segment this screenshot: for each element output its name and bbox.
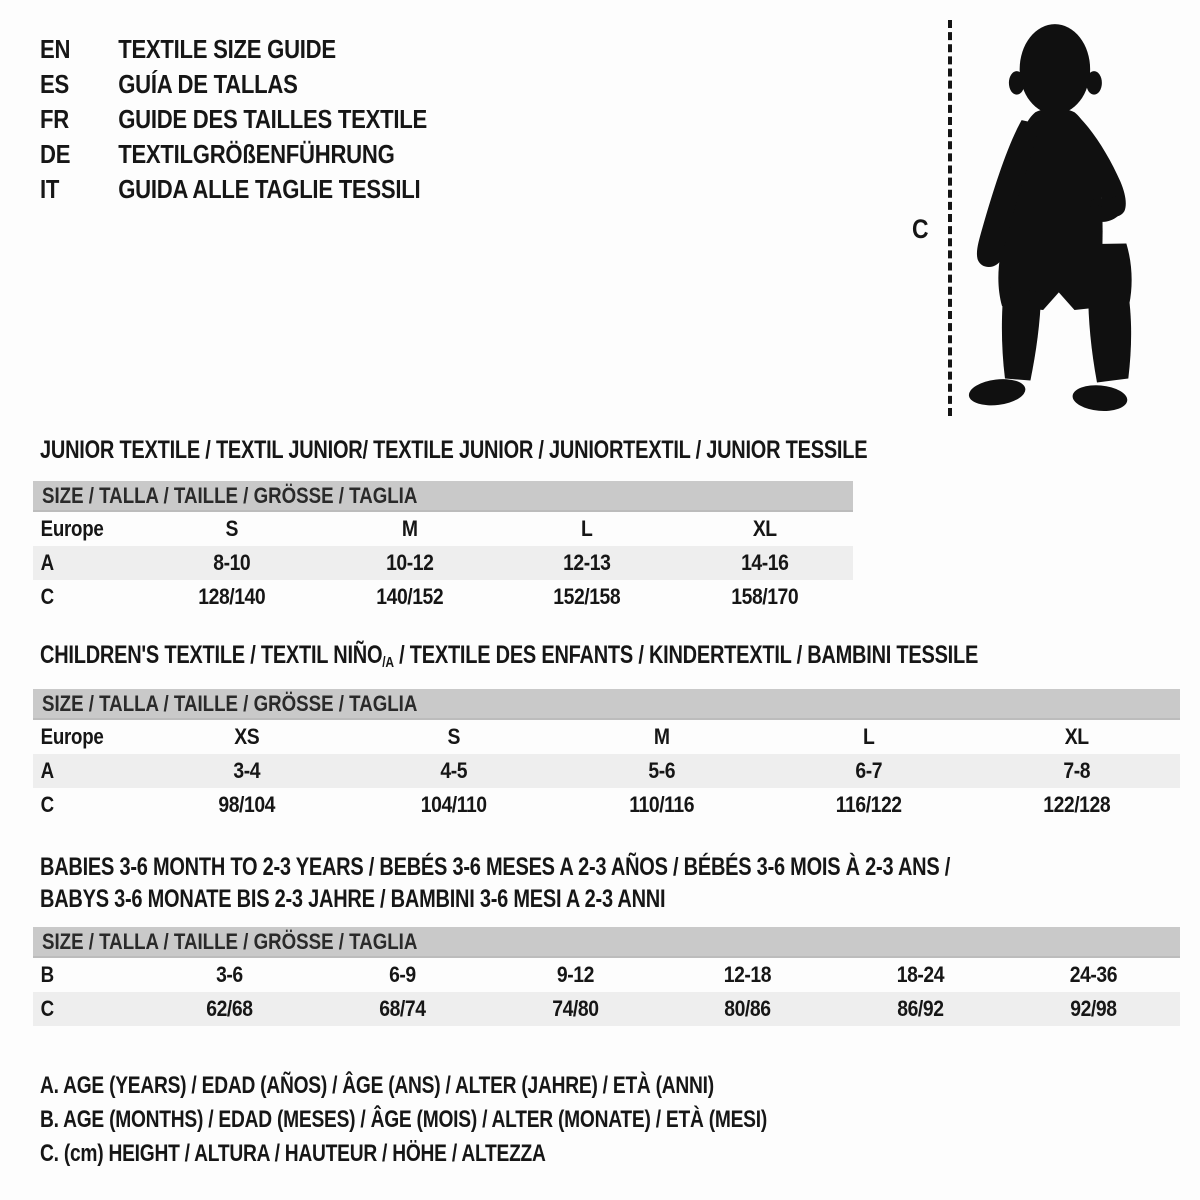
months-cell: 18-24 xyxy=(897,962,945,987)
months-cell: 3-6 xyxy=(216,962,243,987)
size-header-label: SIZE / TALLA / TAILLE / GRÖSSE / TAGLIA xyxy=(42,928,418,954)
age-cell: 3-4 xyxy=(233,758,261,783)
height-cell: 140/152 xyxy=(375,584,443,609)
row-label: C xyxy=(40,584,54,609)
size-cell: XL xyxy=(1064,724,1089,749)
months-cell: 9-12 xyxy=(556,962,594,987)
toddler-silhouette-icon xyxy=(957,18,1143,418)
table-row-height xyxy=(33,992,1180,1026)
months-cell: 24-36 xyxy=(1069,962,1118,987)
age-cell: 12-13 xyxy=(563,550,611,575)
legend-line-b: B. AGE (MONTHS) / EDAD (MESES) / ÂGE (MOIS) / ALTER (MONATE) / ETÀ (MESI) xyxy=(40,1106,767,1133)
language-title: TEXTILE SIZE GUIDE xyxy=(118,34,336,64)
size-cell: XS xyxy=(234,724,260,749)
height-cell: 110/116 xyxy=(629,792,694,817)
babies-section-title-line2: BABYS 3-6 MONATE BIS 2-3 JAHRE / BAMBINI 3-6 MESI A 2-3 ANNI xyxy=(40,885,666,913)
table-row-age xyxy=(33,754,1180,788)
table-row-months xyxy=(33,958,1180,992)
height-cell: 86/92 xyxy=(897,996,944,1021)
children-title-suffix: / TEXTILE DES ENFANTS / KINDERTEXTIL / BAMBINI TESSILE xyxy=(393,641,979,669)
babies-section-title-line1: BABIES 3-6 MONTH TO 2-3 YEARS / BEBÉS 3-6 MESES A 2-3 AÑOS / BÉBÉS 3-6 MOIS À 2-3 ANS / xyxy=(40,853,951,881)
size-cell: M xyxy=(401,516,418,541)
row-label: Europe xyxy=(40,724,104,749)
height-cell: 128/140 xyxy=(198,584,266,609)
language-code: FR xyxy=(40,104,69,134)
language-code: IT xyxy=(40,174,60,204)
language-title-list xyxy=(40,32,495,207)
age-cell: 8-10 xyxy=(213,550,251,575)
legend-line-a: A. AGE (YEARS) / EDAD (AÑOS) / ÂGE (ANS) / ALTER (JAHRE) / ETÀ (ANNI) xyxy=(40,1072,714,1099)
height-cell: 74/80 xyxy=(551,996,599,1021)
size-cell: L xyxy=(863,724,875,749)
age-cell: 5-6 xyxy=(648,758,675,783)
height-cell: 68/74 xyxy=(379,996,426,1021)
size-cell: S xyxy=(225,516,238,541)
language-code: EN xyxy=(40,34,71,64)
height-measure-line xyxy=(948,20,952,416)
legend-line-c: C. (cm) HEIGHT / ALTURA / HAUTEUR / HÖHE / ALTEZZA xyxy=(40,1140,546,1167)
children-section-title xyxy=(40,641,978,671)
language-title: GUIDE DES TAILLES TEXTILE xyxy=(118,104,427,134)
babies-size-table xyxy=(33,927,1180,1026)
junior-section-title: JUNIOR TEXTILE / TEXTIL JUNIOR/ TEXTILE JUNIOR / JUNIORTEXTIL / JUNIOR TESSILE xyxy=(40,436,868,464)
language-title: GUÍA DE TALLAS xyxy=(118,69,298,99)
row-label: A xyxy=(40,550,54,575)
height-cell: 62/68 xyxy=(206,996,253,1021)
height-cell: 152/158 xyxy=(553,584,621,609)
height-cell: 98/104 xyxy=(218,792,275,817)
language-row-de xyxy=(40,137,427,172)
age-cell: 10-12 xyxy=(385,550,433,575)
size-cell: L xyxy=(581,516,593,541)
height-cell: 80/86 xyxy=(724,996,772,1021)
size-header-band xyxy=(33,481,853,512)
size-header-band xyxy=(33,689,1180,720)
junior-size-table xyxy=(33,481,853,614)
height-cell: 104/110 xyxy=(421,792,488,817)
language-row-it xyxy=(40,172,427,207)
children-title-prefix: CHILDREN'S TEXTILE / TEXTIL NIÑO xyxy=(40,641,383,669)
table-row-height xyxy=(33,788,1180,822)
language-row-es xyxy=(40,67,427,102)
height-cell: 92/98 xyxy=(1070,996,1117,1021)
age-cell: 6-7 xyxy=(855,758,883,783)
language-code: ES xyxy=(40,69,69,99)
row-label: C xyxy=(40,996,54,1021)
age-cell: 14-16 xyxy=(740,550,788,575)
children-size-table xyxy=(33,689,1180,822)
language-code: DE xyxy=(40,139,71,169)
language-title: TEXTILGRÖßENFÜHRUNG xyxy=(118,139,395,169)
height-cell: 158/170 xyxy=(730,584,798,609)
table-row-height xyxy=(33,580,853,614)
size-header-label: SIZE / TALLA / TAILLE / GRÖSSE / TAGLIA xyxy=(42,482,418,508)
height-cell: 122/128 xyxy=(1042,792,1110,817)
age-cell: 7-8 xyxy=(1062,758,1090,783)
size-cell: XL xyxy=(752,516,777,541)
size-cell: M xyxy=(653,724,670,749)
language-title: GUIDA ALLE TAGLIE TESSILI xyxy=(118,174,421,204)
row-label: C xyxy=(40,792,54,817)
language-row-en xyxy=(40,32,427,67)
row-label: B xyxy=(40,962,54,987)
language-row-fr xyxy=(40,102,427,137)
months-cell: 12-18 xyxy=(724,962,772,987)
height-measure-label: C xyxy=(912,214,929,244)
row-label: A xyxy=(40,758,54,783)
row-label: Europe xyxy=(40,516,104,541)
size-header-label: SIZE / TALLA / TAILLE / GRÖSSE / TAGLIA xyxy=(42,690,418,716)
age-cell: 4-5 xyxy=(440,758,468,783)
measurement-legend xyxy=(40,1069,949,1171)
table-row-europe xyxy=(33,512,853,546)
height-cell: 116/122 xyxy=(836,792,902,817)
children-title-subscript: /A xyxy=(382,654,394,671)
table-row-age xyxy=(33,546,853,580)
size-header-band xyxy=(33,927,1180,958)
size-cell: S xyxy=(447,724,461,749)
table-row-europe xyxy=(33,720,1180,754)
months-cell: 6-9 xyxy=(388,962,416,987)
